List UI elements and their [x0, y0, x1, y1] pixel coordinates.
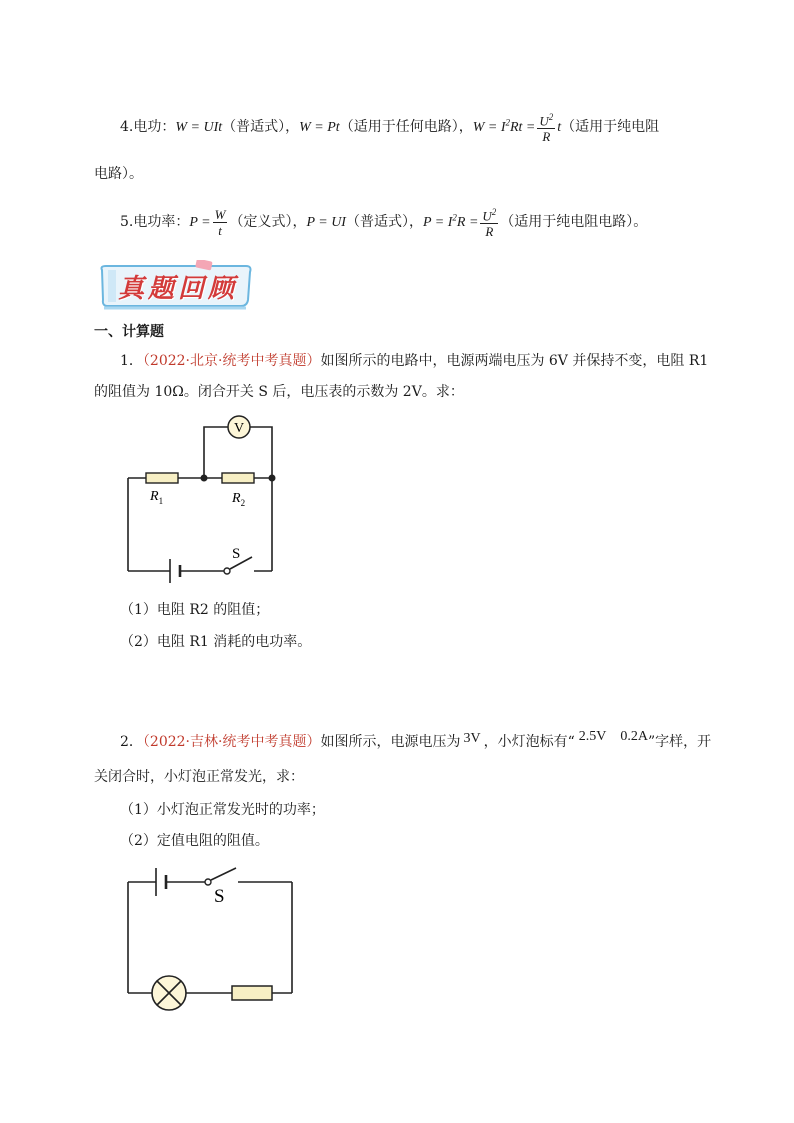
formula-4-eq2: W = Pt	[299, 120, 340, 136]
q1-switch-label: S	[232, 546, 241, 562]
section-heading: 一、计算题	[94, 324, 164, 340]
formula-5-frac2-num: U	[482, 208, 492, 224]
q1-resistor-r2	[222, 473, 254, 483]
q2-text-b: ，小灯泡标有“	[483, 734, 575, 750]
q2-lamp-icon	[152, 976, 186, 1010]
formula-5-note1: （定义式），	[229, 214, 307, 231]
q2-voltage: 3V	[463, 731, 481, 746]
q1-r1-label: $R_1$	[150, 489, 164, 506]
q1-circuit-diagram	[120, 410, 290, 585]
formula-5-fraction-2	[480, 205, 498, 239]
formula-5-sq2: 2	[491, 207, 497, 217]
q1-junction-left	[201, 475, 208, 482]
formula-4-t: t	[557, 120, 562, 136]
formula-5-eq2: P = UI	[306, 215, 346, 231]
q1-resistor-r1	[146, 473, 178, 483]
formula-5-frac1-den: t	[218, 222, 222, 238]
formula-5-prefix: 5.电功率：	[120, 214, 190, 231]
q2-number: 2．	[120, 734, 143, 750]
q2-rating-current: 0.2A	[620, 729, 648, 744]
q2-text-a: 如图所示，电源电压为	[320, 734, 461, 750]
formula-4-line1	[120, 110, 659, 144]
q2-source: （2022·吉林·统考中考真题）	[142, 734, 321, 750]
formula-4-eq1: W = UIt	[175, 120, 223, 136]
formula-5-sq1: 2	[452, 212, 457, 223]
q2-line1	[120, 731, 711, 754]
formula-5-fraction-1	[213, 207, 228, 238]
q2-text-line2: 关闭合时，小灯泡正常发光，求：	[94, 769, 304, 785]
formula-5-note2: （普适式），	[345, 214, 423, 231]
formula-4-note2: （适用于任何电路），	[339, 119, 473, 136]
formula-4-sq1: 2	[505, 117, 510, 128]
formula-5-line	[120, 205, 647, 239]
q2-switch-contact	[205, 879, 211, 885]
formula-4-fraction	[537, 110, 555, 144]
formula-4-note3: （适用于纯电阻	[561, 119, 660, 136]
q2-circuit-diagram	[120, 862, 300, 1017]
q1-source: （2022·北京·统考中考真题）	[142, 353, 321, 369]
q1-junction-right	[269, 475, 276, 482]
q2-sub1: （1）小灯泡正常发光时的功率；	[120, 802, 325, 818]
formula-5-eq3b: R =	[456, 215, 479, 231]
formula-5-note3: （适用于纯电阻电路）。	[500, 214, 648, 231]
formula-4-note1: （普适式），	[222, 119, 300, 136]
formula-4-line2: 电路）。	[94, 166, 143, 182]
q2-rating-voltage: 2.5V	[578, 729, 607, 744]
formula-4-sq2: 2	[548, 112, 554, 122]
q2-switch-label: S	[214, 886, 225, 907]
q1-switch-contact	[224, 568, 230, 574]
formula-4-prefix: 4.电功：	[120, 119, 176, 136]
formula-5-eq1: P =	[189, 215, 211, 231]
formula-5-frac2-den: R	[485, 224, 494, 240]
q1-r2-label: $R_2$	[232, 491, 246, 508]
formula-4-eq3: W = I	[472, 120, 506, 136]
banner-title: 真题回顾	[118, 274, 239, 304]
q1-number: 1．	[120, 353, 143, 369]
q1-line1	[120, 350, 708, 372]
q1-voltmeter-label: V	[234, 421, 245, 436]
formula-4-frac-num: U	[539, 113, 549, 129]
q2-fixed-resistor	[232, 986, 272, 1000]
formula-5-frac1-num: W	[214, 206, 226, 222]
q1-sub2: （2）电阻 R1 消耗的电功率。	[120, 634, 312, 650]
q1-text-line2: 的阻值为 10Ω。闭合开关 S 后，电压表的示数为 2V。求：	[94, 384, 464, 400]
formula-4-frac-den: R	[542, 129, 551, 145]
q1-text-line1: 如图所示的电路中，电源两端电压为 6V 并保持不变，电阻 R1	[320, 353, 709, 369]
formula-4-eq3b: Rt =	[509, 120, 536, 136]
q2-sub2: （2）定值电阻的阻值。	[120, 833, 269, 849]
q1-sub1: （1）电阻 R2 的阻值；	[120, 602, 270, 618]
q2-text-c: ”字样，开	[648, 734, 712, 750]
formula-5-eq3: P = I	[422, 215, 453, 231]
section-banner	[96, 260, 256, 312]
